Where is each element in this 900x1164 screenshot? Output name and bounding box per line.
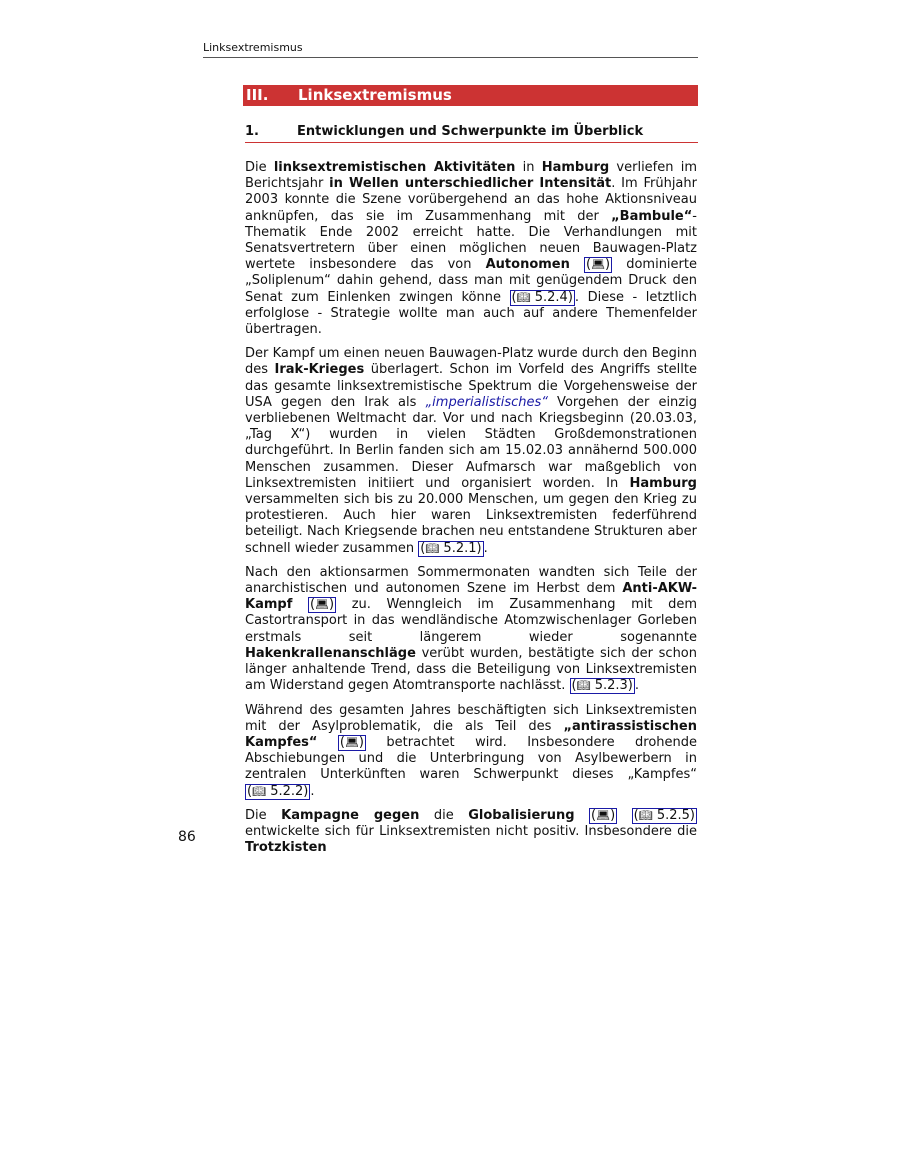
book-icon: 📖︎ — [252, 784, 267, 798]
book-icon: 📖︎ — [516, 290, 531, 304]
cross-reference-link[interactable]: (📖︎ 5.2.3) — [571, 678, 633, 694]
book-icon: 📖︎ — [638, 808, 653, 822]
cross-reference-link[interactable]: (💻︎) — [585, 257, 611, 273]
cross-reference-link[interactable]: (💻︎) — [591, 807, 616, 823]
emphasis-link[interactable]: „imperialistisches“ — [425, 394, 548, 410]
paragraph-4: Während des gesamten Jahres beschäftigten sich Linksextremisten mit der Asylproblematik, die als Teil des „antirassistischen Kampfes“ (💻︎) betrachtet wird. Insbesondere drohende Abschiebungen und die Unterbringung von Asylbewerbern in zentralen Unterkünften waren Schwerpunkt dieses „Kampfes“ (📖︎ 5.2.2) . — [245, 702, 697, 799]
paragraph-5: Die Kampagne gegen die Globalisierung (💻︎) (📖︎ 5.2.5) entwickelte sich für Linksextremisten nicht positiv. Insbesondere die Trotzkisten — [245, 807, 697, 856]
section-number: 1. — [245, 124, 259, 139]
paragraph-3: Nach den aktionsarmen Sommermonaten wandten sich Teile der anarchistischen und autonomen Szene im Herbst dem Anti-AKW-Kampf (💻︎) zu. Wenngleich im Zusammenhang mit dem Castortransport in das wendländische Atomzwischenlager Gorleben erstmals seit längerem wieder sogenannte Hakenkrallenanschläge verübt wurden, bestätigte sich der schon länger anhaltende Trend, dass die Beteiligung von Linksextremisten am Widerstand gegen Atomtransporte nachlässt. (📖︎ 5.2.3) . — [245, 564, 697, 694]
body-text — [245, 160, 697, 864]
cross-reference-link[interactable]: (📖︎ 5.2.2) — [247, 783, 309, 799]
cross-reference-link[interactable]: (📖︎ 5.2.4) — [511, 289, 573, 305]
section-title: Entwicklungen und Schwerpunkte im Überblick — [297, 124, 644, 139]
cross-reference-link[interactable]: (💻︎) — [309, 597, 335, 613]
computer-icon: 💻︎ — [596, 808, 611, 822]
cross-reference-link[interactable]: (📖︎ 5.2.1) — [420, 540, 482, 556]
paragraph-1: Die linksextremistischen Aktivitäten in Hamburg verliefen im Berichtsjahr in Wellen unterschiedlicher Intensität. Im Frühjahr 2003 konnte die Szene vorübergehend an das hohe Aktionsniveau anknüpfen, das sie im Zusammenhang mit der „Bambule“-Thematik Ende 2002 erreicht hatte. Die Verhandlungen mit Senatsvertretern über einen möglichen neuen Bauwagen-Platz wertete insbesondere das von Autonomen (💻︎) dominierte „Soliplenum“ dahin gehend, dass man mit genügendem Druck den Senat zum Einlenken zwingen könne (📖︎ 5.2.4) . Diese - letztlich erfolglose - Strategie wollte man auch auf andere Themenfelder übertragen. — [245, 160, 697, 338]
section-heading — [245, 124, 698, 143]
chapter-heading — [243, 85, 698, 106]
running-head: Linksextremismus — [203, 41, 698, 58]
paragraph-2: Der Kampf um einen neuen Bauwagen-Platz wurde durch den Beginn des Irak-Krieges überlagert. Schon im Vorfeld des Angriffs stellte das gesamte linksextremistische Spektrum die Vorgehensweise der USA gegen den Irak als „imperialistisches“ Vorgehen der einzig verbliebenen Weltmacht dar. Vor und nach Kriegsbeginn (20.03.03, „Tag X“) wurden in vielen Städten Großdemonstrationen durchgeführt. In Berlin fanden sich am 15.02.03 annähernd 500.000 Menschen zusammen. Dieser Aufmarsch war maßgeblich von Linksextremisten initiiert und organisiert worden. In Hamburg versammelten sich bis zu 20.000 Menschen, um gegen den Krieg zu protestieren. Auch hier waren Linksextremisten federführend beteiligt. Nach Kriegsende brachen neu entstandene Strukturen aber schnell wieder zusammen (📖︎ 5.2.1) . — [245, 346, 698, 556]
book-icon: 📖︎ — [425, 541, 440, 555]
chapter-title: Linksextremismus — [298, 86, 452, 104]
book-icon: 📖︎ — [576, 679, 591, 693]
page-number: 86 — [178, 829, 196, 845]
cross-reference-link[interactable]: (📖︎ 5.2.5) — [633, 807, 695, 823]
computer-icon: 💻︎ — [315, 598, 330, 612]
computer-icon: 💻︎ — [591, 258, 606, 272]
computer-icon: 💻︎ — [344, 735, 359, 749]
chapter-number: III. — [246, 86, 269, 104]
cross-reference-link[interactable]: (💻︎) — [339, 734, 364, 750]
